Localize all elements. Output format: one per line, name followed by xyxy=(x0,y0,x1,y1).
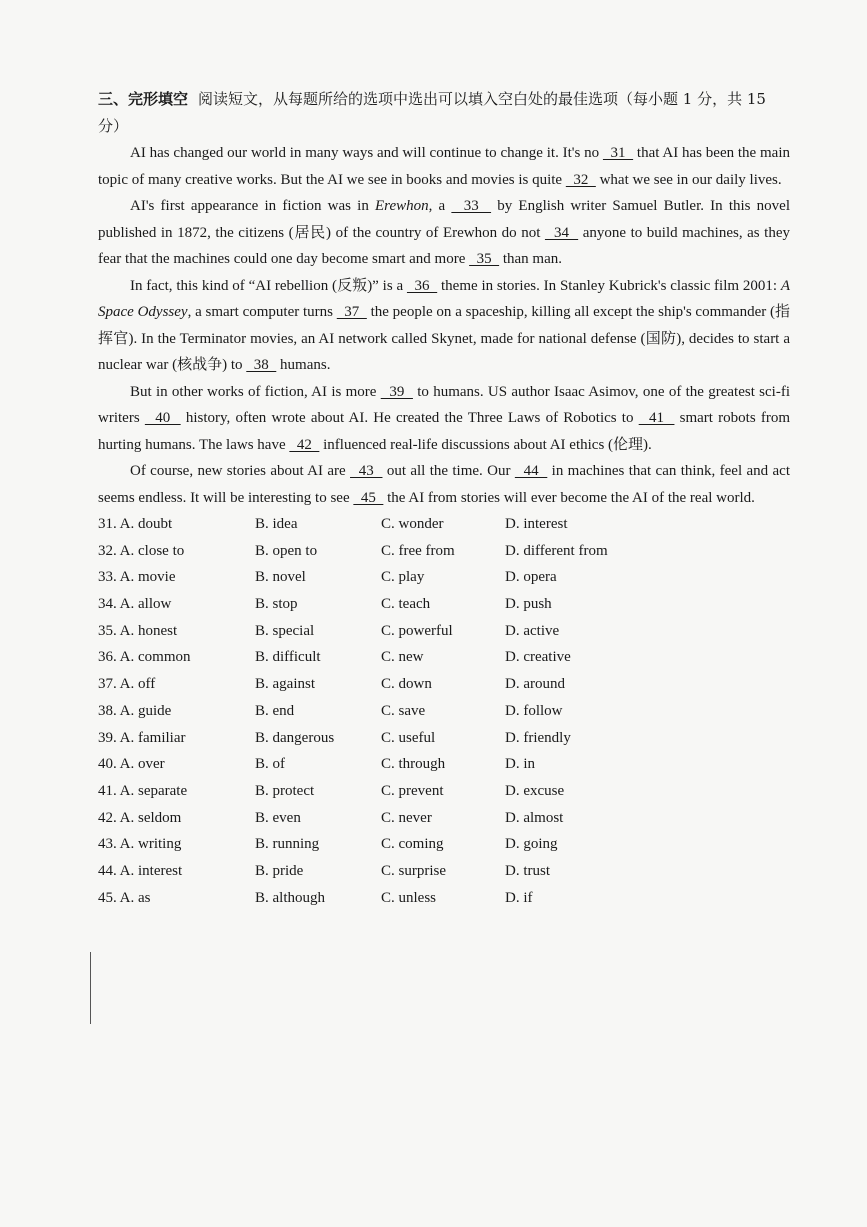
option-b: B. end xyxy=(255,702,295,719)
option-d: D. almost xyxy=(505,809,564,826)
option-a: 45. A. as xyxy=(98,889,151,906)
option-row xyxy=(98,591,790,618)
passage-paragraph-4 xyxy=(98,379,790,459)
blank-33: 33 xyxy=(451,198,492,214)
text-run: , a smart computer turns xyxy=(187,304,337,320)
option-row xyxy=(98,751,790,778)
option-c: C. free from xyxy=(381,542,455,559)
text-run: But in other works of fiction, AI is more xyxy=(130,383,381,400)
option-b: B. stop xyxy=(255,596,298,613)
option-row xyxy=(98,831,790,858)
option-d: D. friendly xyxy=(505,729,571,746)
option-c: C. down xyxy=(381,676,432,693)
option-row xyxy=(98,618,790,645)
blank-34: 34 xyxy=(544,224,579,241)
text-run: to humans. US author Isaac Asimov, one of the greatest sci-fi writers xyxy=(98,383,790,426)
option-row xyxy=(98,805,790,832)
option-a: 42. A. seldom xyxy=(98,809,182,826)
text-run: that AI has been the main topic of many creative works. But the AI we see in books and movies is quite xyxy=(98,145,791,188)
option-d: D. push xyxy=(505,596,552,613)
text-run: the AI from stories will ever become the AI of the real world. xyxy=(383,489,755,506)
option-d: D. creative xyxy=(505,649,571,666)
option-d: D. around xyxy=(505,676,565,693)
blank-38: 38 xyxy=(246,357,277,373)
option-b: B. protect xyxy=(255,782,315,799)
option-d: D. interest xyxy=(505,516,568,532)
section-instruction: 阅读短文，从每题所给的选项中选出可以填入空白处的最佳选项（每小题 1 分，共 15 xyxy=(198,90,766,108)
text-run: history, often wrote about AI. He created the Three Laws of Robotics to xyxy=(180,410,639,426)
blank-42: 42 xyxy=(289,436,320,453)
text-run: Of course, new stories about AI are xyxy=(130,463,351,479)
text-run: AI has changed our world in many ways and will continue to change it. It's no xyxy=(130,145,603,161)
option-row xyxy=(98,725,790,752)
book-title: Erewhon xyxy=(375,198,429,214)
option-b: B. novel xyxy=(255,569,306,586)
option-c: C. new xyxy=(381,649,424,666)
section-instruction-cont: 分） xyxy=(98,117,129,135)
option-c: C. wonder xyxy=(381,516,444,532)
option-a: 32. A. close to xyxy=(98,542,185,559)
option-a: 33. A. movie xyxy=(98,569,176,586)
option-d: D. if xyxy=(505,889,533,906)
option-row xyxy=(98,644,790,671)
option-c: C. unless xyxy=(381,889,437,906)
option-row xyxy=(98,564,790,591)
blank-31: 31 xyxy=(602,145,634,161)
text-run: the people on a spaceship, killing all except the ship's commander (指挥官). In the Terminator movies, an AI network called Skynet, made for national defense (国防), decides to start a nuclear war (核战争) to xyxy=(98,304,790,373)
blank-35: 35 xyxy=(469,251,500,267)
option-a: 31. A. doubt xyxy=(98,516,173,532)
blank-44: 44 xyxy=(514,463,548,479)
option-d: D. going xyxy=(505,836,558,853)
margin-divider xyxy=(90,952,91,1024)
text-run: anyone to build machines, as they fear that the machines could one day become smart and more xyxy=(98,224,791,267)
option-row xyxy=(98,885,790,912)
option-row xyxy=(98,698,790,725)
option-a: 34. A. allow xyxy=(98,596,172,613)
option-row xyxy=(98,858,790,885)
option-c: C. powerful xyxy=(381,622,453,639)
options-list xyxy=(98,511,790,911)
option-b: B. of xyxy=(255,756,285,773)
option-row xyxy=(98,671,790,698)
option-c: C. teach xyxy=(381,596,431,613)
text-run: what we see in our daily lives. xyxy=(595,171,782,188)
option-b: B. against xyxy=(255,676,315,693)
option-b: B. dangerous xyxy=(255,729,335,746)
text-run: theme in stories. In Stanley Kubrick's classic film 2001: xyxy=(437,277,781,294)
text-run: In fact, this kind of “AI rebellion (反叛)” is a xyxy=(130,277,407,294)
text-run: than man. xyxy=(499,251,563,267)
option-c: C. never xyxy=(381,809,432,826)
text-run: out all the time. Our xyxy=(382,463,515,479)
blank-32: 32 xyxy=(565,171,596,188)
text-run: by English writer Samuel Butler. In this novel published in 1872, the citizens (居民) of the country of Erewhon do not xyxy=(98,198,790,241)
option-a: 41. A. separate xyxy=(98,782,188,799)
passage-paragraph-2 xyxy=(98,193,790,273)
option-c: C. play xyxy=(381,569,425,586)
text-run: AI's first appearance in fiction was in xyxy=(130,198,375,214)
text-run: influenced real-life discussions about AI ethics (伦理). xyxy=(319,436,652,453)
option-c: C. coming xyxy=(381,836,444,853)
option-c: C. through xyxy=(381,756,446,773)
option-d: D. active xyxy=(505,622,560,639)
option-d: D. opera xyxy=(505,569,557,586)
option-row xyxy=(98,778,790,805)
option-a: 35. A. honest xyxy=(98,622,178,639)
passage-paragraph-3 xyxy=(98,273,790,379)
section-heading xyxy=(98,86,790,140)
blank-36: 36 xyxy=(406,277,438,294)
passage-paragraph-5 xyxy=(98,458,790,511)
option-b: B. running xyxy=(255,836,320,853)
option-d: D. excuse xyxy=(505,782,565,799)
text-run: smart robots from hurting humans. The laws have xyxy=(98,410,791,453)
text-run: , a xyxy=(428,198,452,214)
option-d: D. trust xyxy=(505,862,550,879)
option-row xyxy=(98,538,790,565)
film-title: A Space Odyssey xyxy=(98,277,791,320)
exam-page xyxy=(98,86,790,911)
option-b: B. even xyxy=(255,809,301,826)
option-a: 44. A. interest xyxy=(98,862,183,879)
passage-paragraph-1 xyxy=(98,140,790,193)
option-d: D. follow xyxy=(505,702,563,719)
option-d: D. in xyxy=(505,756,535,773)
section-number: 三、完形填空 xyxy=(98,90,189,108)
blank-37: 37 xyxy=(336,304,367,320)
option-a: 40. A. over xyxy=(98,756,165,773)
option-c: C. surprise xyxy=(381,862,446,879)
option-a: 36. A. common xyxy=(98,649,191,666)
option-d: D. different from xyxy=(505,542,608,559)
option-row xyxy=(98,511,790,538)
option-b: B. pride xyxy=(255,862,304,879)
blank-43: 43 xyxy=(350,463,383,479)
option-c: C. prevent xyxy=(381,782,444,799)
blank-40: 40 xyxy=(144,410,181,426)
option-b: B. open to xyxy=(255,542,318,559)
text-run: in machines that can think, feel and act seems endless. It will be interesting to see xyxy=(98,463,790,506)
option-b: B. difficult xyxy=(255,649,321,666)
option-b: B. idea xyxy=(255,516,298,532)
option-c: C. useful xyxy=(381,729,436,746)
blank-41: 41 xyxy=(638,410,675,426)
option-b: B. although xyxy=(255,889,325,906)
option-a: 39. A. familiar xyxy=(98,729,186,746)
option-b: B. special xyxy=(255,622,315,639)
option-a: 43. A. writing xyxy=(98,836,182,853)
blank-39: 39 xyxy=(380,383,413,400)
option-a: 37. A. off xyxy=(98,676,156,693)
blank-45: 45 xyxy=(353,489,384,506)
option-a: 38. A. guide xyxy=(98,702,172,719)
text-run: humans. xyxy=(276,357,331,373)
option-c: C. save xyxy=(381,702,426,719)
